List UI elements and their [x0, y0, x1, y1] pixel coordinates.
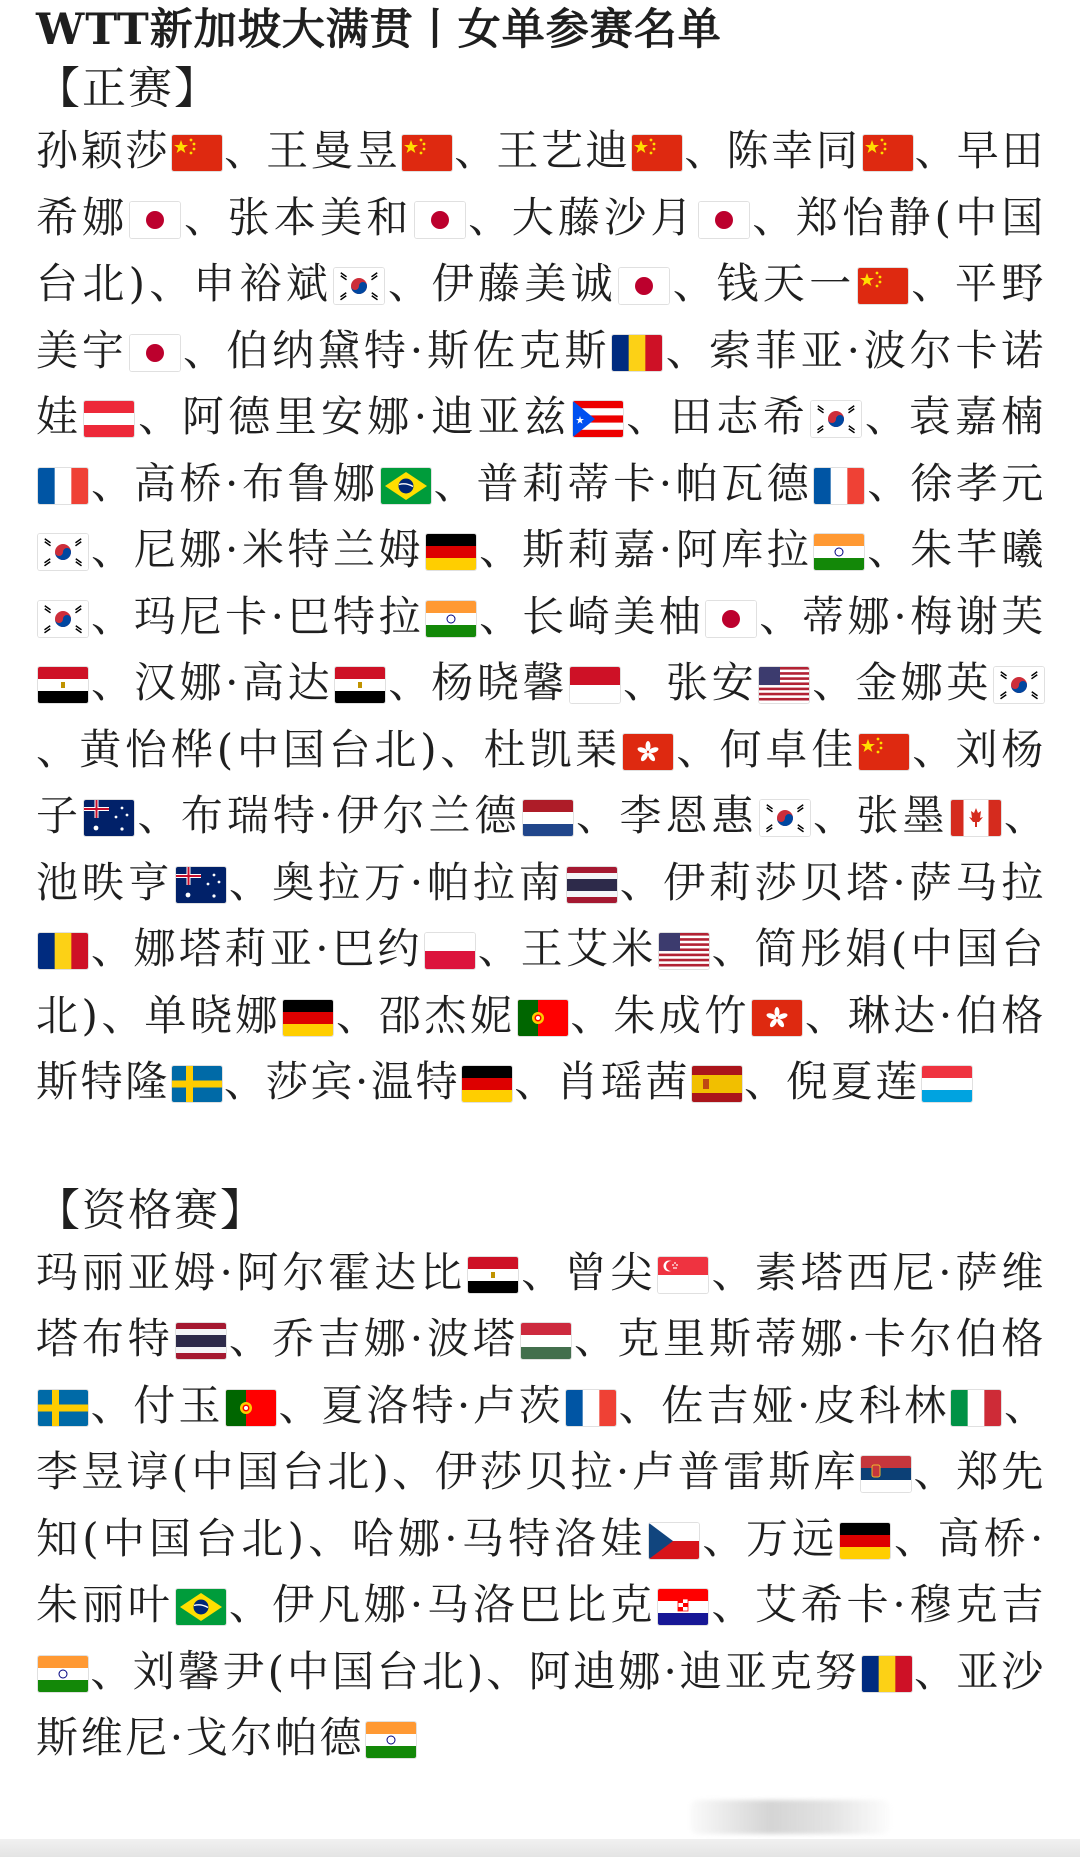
australia-flag-icon — [84, 800, 134, 836]
player-entry — [565, 1248, 755, 1297]
list-separator: 、 — [306, 1513, 352, 1563]
player-entry — [321, 1381, 661, 1430]
player-name: 申裕斌 — [193, 259, 333, 308]
player-name: 斯莉嘉·阿库拉 — [522, 525, 813, 574]
player-name: 刘杨子 — [36, 724, 1046, 840]
player-name: 哈娜·马特洛娃 — [351, 1513, 647, 1563]
canada-flag-icon — [951, 800, 1001, 836]
spain-flag-icon — [692, 1066, 742, 1102]
player-entry — [720, 725, 956, 774]
player-entry — [432, 259, 717, 308]
player-entry — [512, 193, 796, 242]
luxembourg-flag-icon — [922, 1066, 972, 1102]
list-separator: 、 — [520, 1247, 565, 1297]
czech-flag-icon — [649, 1523, 699, 1559]
player-name: 伊藤美诚 — [431, 259, 618, 308]
usa-flag-icon — [659, 933, 709, 969]
player-name: 高桥·朱丽叶 — [36, 1513, 1046, 1629]
hungary-flag-icon — [521, 1323, 571, 1359]
list-separator: 、 — [454, 126, 497, 175]
player-entry — [522, 525, 910, 574]
list-separator: 、 — [675, 724, 720, 774]
player-name: 琳达·伯格斯特隆 — [36, 990, 1046, 1106]
hong-kong-flag-icon — [752, 1000, 802, 1036]
list-separator: 、 — [439, 724, 484, 774]
player-entry — [134, 459, 477, 508]
main-draw-player-list — [36, 118, 1046, 1116]
egypt-flag-icon — [38, 667, 88, 703]
romania-flag-icon — [612, 335, 662, 371]
player-name: 曾尖 — [564, 1247, 657, 1297]
player-name: 克里斯蒂娜·卡尔伯格 — [617, 1314, 1046, 1363]
list-separator: 、 — [391, 1447, 435, 1496]
player-entry — [266, 1057, 556, 1106]
player-name: 付玉 — [133, 1380, 224, 1430]
list-separator: 、 — [90, 924, 134, 973]
netherlands-flag-icon — [523, 800, 573, 836]
list-separator: 、 — [912, 1447, 957, 1496]
player-name: 布瑞特·伊尔兰德 — [180, 791, 521, 840]
player-name: 刘馨尹(中国台北) — [132, 1646, 486, 1696]
india-flag-icon — [426, 601, 476, 637]
player-entry — [272, 858, 663, 907]
list-separator: 、 — [710, 1580, 755, 1629]
player-name: 蒂娜·梅谢芙 — [802, 591, 1046, 641]
list-separator: 、 — [478, 591, 523, 641]
player-entry — [522, 592, 802, 641]
list-separator: 、 — [224, 126, 267, 175]
japan-flag-icon — [415, 202, 465, 238]
germany-flag-icon — [840, 1523, 890, 1559]
player-entry — [36, 1248, 565, 1297]
south-korea-flag-icon — [38, 601, 88, 637]
china-flag-icon — [172, 135, 222, 171]
player-entry — [352, 1514, 746, 1563]
china-flag-icon — [632, 135, 682, 171]
player-name: 肖瑶茜 — [556, 1057, 691, 1106]
player-name: 王艾米 — [520, 924, 657, 973]
player-name: 素塔西尼·萨维塔布特 — [36, 1247, 1046, 1363]
player-name: 伊莎贝拉·卢普雷斯库 — [434, 1447, 859, 1496]
player-entry — [786, 1057, 974, 1106]
list-separator: 、 — [476, 924, 521, 973]
japan-flag-icon — [706, 601, 756, 637]
player-entry — [556, 1057, 786, 1106]
list-separator: 、 — [227, 857, 273, 907]
usa-flag-icon — [759, 667, 809, 703]
player-name: 玛尼卡·巴特拉 — [133, 591, 425, 641]
player-entry — [272, 1580, 755, 1629]
player-name: 杨晓馨 — [431, 658, 569, 707]
player-name: 郑怡静(中国台北) — [36, 192, 1046, 308]
player-name: 张本美和 — [227, 192, 413, 242]
list-separator: 、 — [223, 1057, 266, 1106]
egypt-flag-icon — [335, 667, 385, 703]
list-separator: 、 — [136, 791, 181, 840]
hong-kong-flag-icon — [623, 734, 673, 770]
player-name: 王艺迪 — [496, 126, 631, 175]
france-flag-icon — [566, 1390, 616, 1426]
player-name: 何卓佳 — [719, 724, 858, 774]
player-name: 伊凡娜·马洛巴比克 — [272, 1580, 657, 1629]
romania-flag-icon — [38, 933, 88, 969]
puerto-rico-flag-icon — [573, 401, 623, 437]
south-korea-flag-icon — [811, 401, 861, 437]
list-separator: 、 — [624, 392, 671, 441]
player-name: 郑先知(中国台北) — [36, 1447, 1046, 1563]
player-name: 池昳亨 — [36, 857, 174, 907]
list-separator: 、 — [710, 924, 755, 973]
india-flag-icon — [38, 1656, 88, 1692]
list-separator: 、 — [909, 259, 956, 308]
japan-flag-icon — [619, 268, 669, 304]
list-separator: 、 — [90, 1646, 133, 1696]
page-title: WTT新加坡大满贯丨女单参赛名单 — [36, 5, 722, 55]
list-separator: 、 — [90, 591, 134, 641]
player-name: 简彤娟(中国台北) — [36, 924, 1046, 1040]
player-name: 佐吉娅·皮科林 — [661, 1380, 950, 1430]
player-entry — [670, 392, 909, 441]
player-entry — [36, 858, 272, 907]
list-separator: 、 — [866, 525, 911, 574]
list-separator: 、 — [866, 458, 911, 508]
list-separator: 、 — [758, 591, 803, 641]
player-name: 田志希 — [670, 392, 810, 441]
list-separator: 、 — [90, 658, 134, 707]
thailand-flag-icon — [567, 867, 617, 903]
list-separator: 、 — [617, 1380, 662, 1430]
player-entry — [856, 791, 1046, 840]
player-name: 长崎美柚 — [522, 591, 705, 641]
list-separator: 、 — [622, 658, 667, 707]
player-name: 阿迪娜·迪亚克努 — [528, 1646, 860, 1696]
player-entry — [134, 924, 521, 973]
player-entry — [182, 392, 670, 441]
list-separator: 、 — [700, 1513, 746, 1563]
list-separator: 、 — [569, 990, 614, 1040]
player-name: 金娜英 — [855, 658, 992, 707]
list-separator: 、 — [100, 990, 145, 1040]
china-flag-icon — [859, 734, 909, 770]
player-name: 李恩惠 — [619, 791, 758, 840]
player-entry — [79, 725, 483, 774]
list-separator: 、 — [90, 458, 134, 508]
india-flag-icon — [814, 534, 864, 570]
watermark-blur — [690, 1800, 890, 1834]
japan-flag-icon — [130, 202, 180, 238]
player-name: 伯纳黛特·斯佐克斯 — [226, 325, 611, 375]
germany-flag-icon — [462, 1066, 512, 1102]
player-entry — [431, 658, 666, 707]
list-separator: 、 — [671, 259, 717, 308]
player-entry — [228, 193, 512, 242]
bottom-bar — [0, 1839, 1080, 1857]
austria-flag-icon — [84, 401, 134, 437]
player-name: 玛丽亚姆·阿尔霍达比 — [36, 1247, 467, 1297]
list-separator: 、 — [136, 392, 182, 441]
list-separator: 、 — [892, 1513, 938, 1563]
poland-flag-icon — [425, 933, 475, 969]
player-entry — [496, 126, 726, 175]
player-name: 亚沙斯维尼·戈尔帕德 — [36, 1646, 1046, 1762]
player-name: 伊莉莎贝塔·萨马拉 — [663, 857, 1046, 907]
croatia-flag-icon — [658, 1589, 708, 1625]
player-entry — [521, 924, 755, 973]
player-name: 张墨 — [856, 791, 949, 840]
list-separator: 、 — [485, 1646, 529, 1696]
list-separator: 、 — [750, 192, 796, 242]
list-separator: 、 — [574, 791, 620, 840]
list-separator: 、 — [863, 392, 909, 441]
player-name: 黄怡桦(中国台北) — [79, 724, 440, 774]
player-name: 尼娜·米特兰姆 — [133, 525, 425, 574]
player-name: 李昱谆(中国台北) — [36, 1447, 392, 1496]
player-name: 汉娜·高达 — [133, 658, 334, 707]
list-separator: 、 — [710, 1247, 755, 1297]
serbia-flag-icon — [861, 1456, 911, 1492]
list-separator: 、 — [227, 1314, 273, 1363]
list-separator: 、 — [90, 1380, 134, 1430]
list-separator: 、 — [432, 458, 477, 508]
china-flag-icon — [858, 268, 908, 304]
player-name: 徐孝元 — [910, 458, 1046, 508]
player-name: 阿德里安娜·迪亚兹 — [181, 392, 571, 441]
player-name: 大藤沙月 — [511, 192, 697, 242]
player-name: 孙颖莎 — [36, 126, 171, 175]
qualifiers-heading: 【资格赛】 — [36, 1184, 266, 1236]
list-separator: 、 — [572, 1314, 618, 1363]
japan-flag-icon — [699, 202, 749, 238]
list-separator: 、 — [227, 1580, 273, 1629]
player-name: 普莉蒂卡·帕瓦德 — [476, 458, 813, 508]
china-flag-icon — [863, 135, 913, 171]
player-entry — [133, 1381, 321, 1430]
australia-flag-icon — [176, 867, 226, 903]
main-draw-heading: 【正赛】 — [36, 63, 220, 114]
south-korea-flag-icon — [38, 534, 88, 570]
south-korea-flag-icon — [994, 667, 1044, 703]
germany-flag-icon — [426, 534, 476, 570]
player-entry — [529, 1647, 957, 1696]
player-name: 单晓娜 — [144, 990, 282, 1040]
list-separator: 、 — [803, 990, 848, 1040]
player-name: 朱芊曦 — [910, 525, 1046, 574]
player-entry — [36, 1447, 435, 1496]
sweden-flag-icon — [38, 1390, 88, 1426]
player-name: 平野美宇 — [36, 259, 1046, 375]
thailand-flag-icon — [176, 1323, 226, 1359]
player-entry — [619, 791, 856, 840]
singapore-flag-icon — [658, 1257, 708, 1293]
player-name: 朱成竹 — [613, 990, 750, 1040]
player-entry — [717, 259, 956, 308]
list-separator: 、 — [147, 259, 194, 308]
player-name: 奥拉万·帕拉南 — [272, 857, 565, 907]
list-separator: 、 — [913, 1646, 957, 1696]
monaco-flag-icon — [570, 667, 620, 703]
list-separator: 、 — [36, 724, 80, 774]
italy-flag-icon — [951, 1390, 1001, 1426]
player-entry — [477, 459, 911, 508]
list-separator: 、 — [664, 325, 709, 375]
list-separator: 、 — [811, 658, 856, 707]
player-name: 早田希娜 — [36, 126, 1046, 242]
portugal-flag-icon — [518, 1000, 568, 1036]
player-entry — [133, 1647, 529, 1696]
list-separator: 、 — [811, 791, 857, 840]
sweden-flag-icon — [172, 1066, 222, 1102]
brazil-flag-icon — [381, 468, 431, 504]
player-entry — [193, 259, 432, 308]
list-separator: 、 — [684, 126, 727, 175]
player-name: 娜塔莉亚·巴约 — [133, 924, 423, 973]
india-flag-icon — [366, 1722, 416, 1758]
player-name: 王曼昱 — [266, 126, 401, 175]
player-name: 钱天一 — [716, 259, 856, 308]
germany-flag-icon — [283, 1000, 333, 1036]
player-entry — [36, 126, 266, 175]
qualifiers-player-list — [36, 1240, 1046, 1772]
list-separator: 、 — [514, 1057, 557, 1106]
list-separator: 、 — [914, 126, 957, 175]
list-separator: 、 — [387, 658, 432, 707]
player-name: 艾希卡·穆克吉 — [754, 1580, 1046, 1629]
player-entry — [134, 592, 522, 641]
player-entry — [134, 525, 522, 574]
egypt-flag-icon — [468, 1257, 518, 1293]
list-separator: 、 — [744, 1057, 787, 1106]
china-flag-icon — [402, 135, 452, 171]
list-separator: 、 — [618, 857, 664, 907]
player-name: 张安 — [666, 658, 758, 707]
list-separator: 、 — [277, 1380, 322, 1430]
player-entry — [666, 658, 855, 707]
player-entry — [435, 1447, 956, 1496]
japan-flag-icon — [130, 335, 180, 371]
player-entry — [661, 1381, 1046, 1430]
player-entry — [379, 991, 613, 1040]
player-name: 夏洛特·卢茨 — [321, 1380, 564, 1430]
list-separator: 、 — [386, 259, 432, 308]
south-korea-flag-icon — [334, 268, 384, 304]
player-entry — [484, 725, 720, 774]
player-entry — [226, 326, 709, 375]
player-name: 袁嘉楠 — [908, 392, 1046, 441]
player-name: 乔吉娜·波塔 — [272, 1314, 519, 1363]
brazil-flag-icon — [176, 1589, 226, 1625]
france-flag-icon — [38, 468, 88, 504]
player-entry — [727, 126, 957, 175]
list-separator: 、 — [182, 192, 228, 242]
player-name: 高桥·布鲁娜 — [133, 458, 379, 508]
player-name: 杜凯琹 — [483, 724, 622, 774]
player-entry — [144, 991, 378, 1040]
player-name: 陈幸同 — [726, 126, 861, 175]
player-name: 万远 — [745, 1513, 839, 1563]
list-separator: 、 — [1002, 791, 1046, 840]
section-spacer — [36, 1116, 1046, 1182]
list-separator: 、 — [181, 325, 227, 375]
list-separator: 、 — [466, 192, 512, 242]
player-entry — [746, 1514, 938, 1563]
romania-flag-icon — [862, 1656, 912, 1692]
player-entry — [272, 1314, 617, 1363]
player-entry — [266, 126, 496, 175]
list-separator: 、 — [478, 525, 523, 574]
portugal-flag-icon — [226, 1390, 276, 1426]
player-name: 莎宾·温特 — [265, 1057, 461, 1106]
player-entry — [181, 791, 620, 840]
list-separator: 、 — [911, 724, 956, 774]
player-name: 邵杰妮 — [378, 990, 516, 1040]
france-flag-icon — [814, 468, 864, 504]
list-separator: 、 — [335, 990, 379, 1040]
player-entry — [613, 991, 847, 1040]
player-name: 倪夏莲 — [786, 1057, 920, 1106]
player-name: 索菲亚·波尔卡诺娃 — [36, 325, 1046, 441]
list-separator: 、 — [1003, 1380, 1046, 1430]
list-separator: 、 — [90, 525, 134, 574]
south-korea-flag-icon — [760, 800, 810, 836]
player-entry — [134, 658, 431, 707]
